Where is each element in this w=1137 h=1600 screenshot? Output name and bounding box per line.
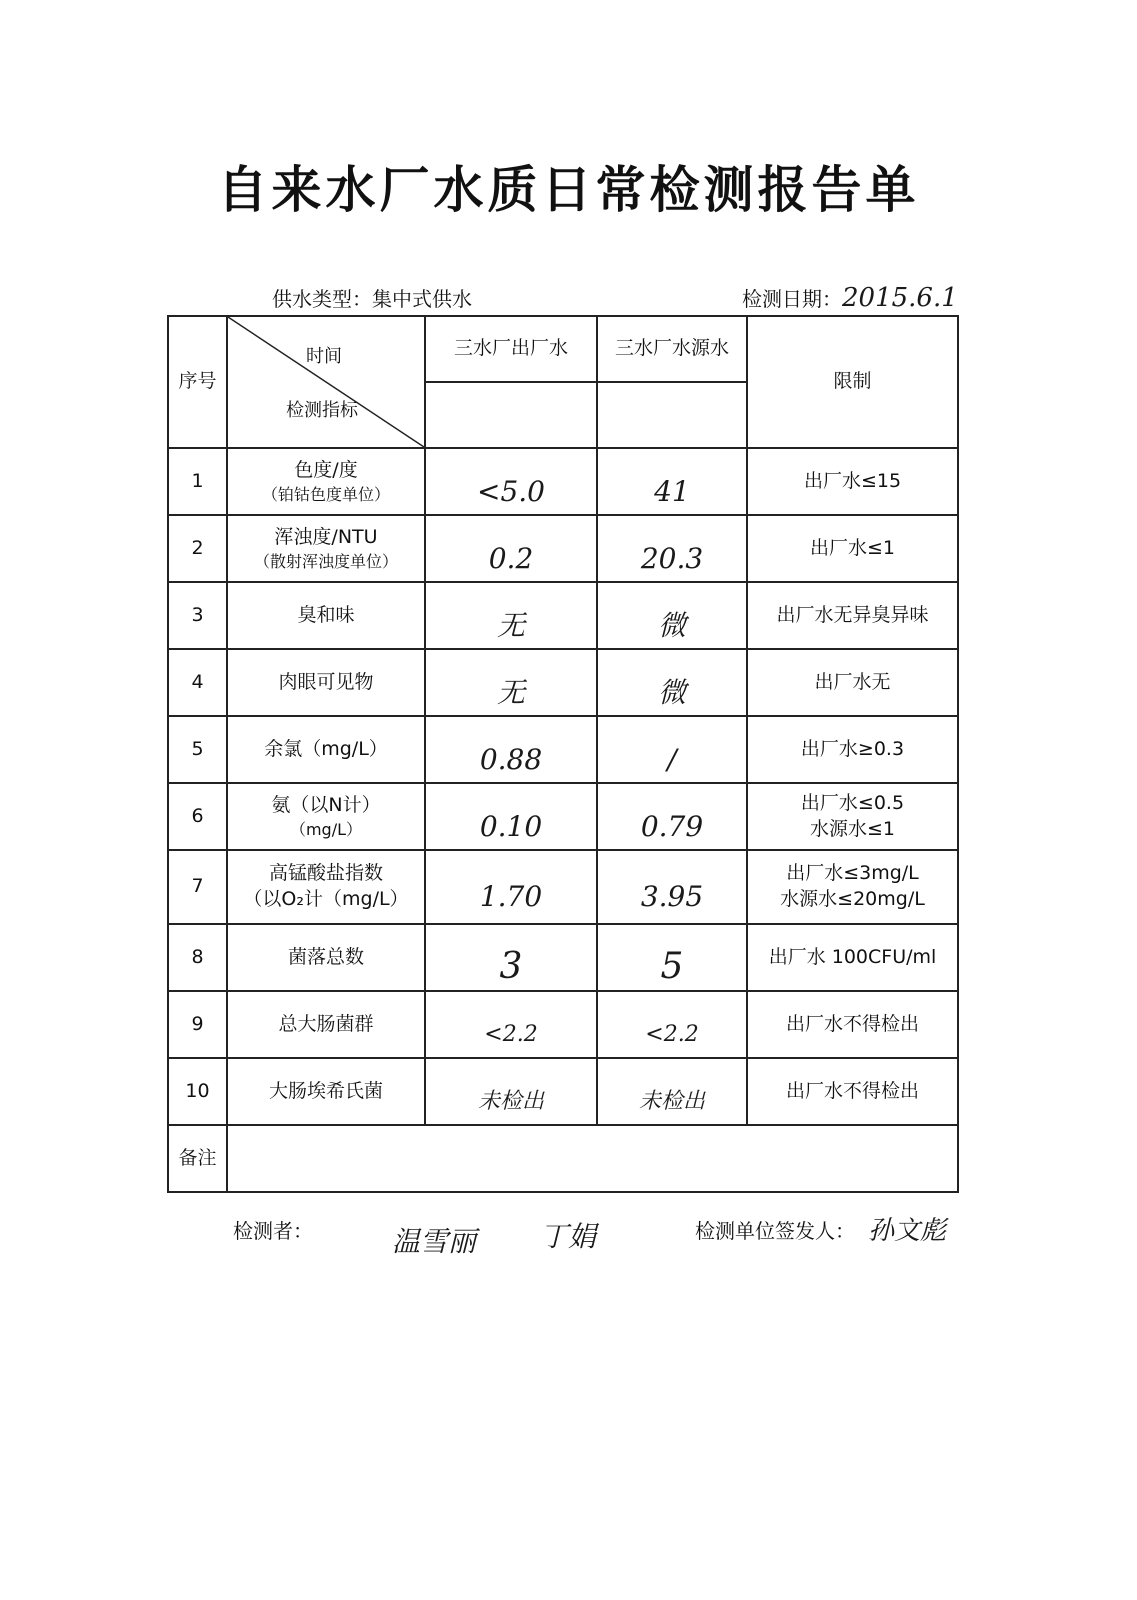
diagonal-header <box>227 316 425 448</box>
row-limit: 出厂水≥0.3 <box>747 716 958 783</box>
row-limit: 出厂水 100CFU/ml <box>747 924 958 991</box>
col-header-blank-2 <box>597 382 747 448</box>
row-no: 9 <box>168 991 227 1058</box>
table-row <box>168 448 958 515</box>
report-title: 自来水厂水质日常检测报告单 <box>217 161 920 219</box>
row-no: 6 <box>168 783 227 850</box>
row-no: 4 <box>168 649 227 716</box>
remarks-label: 备注 <box>168 1125 227 1192</box>
table-row <box>168 582 958 649</box>
row-value-source: 5 <box>597 924 747 991</box>
row-limit: 出厂水不得检出 <box>747 1058 958 1125</box>
col-header-finished-water: 三水厂出厂水 <box>425 316 597 382</box>
row-value-finished: 无 <box>425 582 597 649</box>
remarks-value <box>227 1125 958 1192</box>
row-value-finished: <2.2 <box>425 991 597 1058</box>
row-value-finished: 0.10 <box>425 783 597 850</box>
signer-signature: 孙文彪 <box>868 1216 947 1246</box>
tester-label: 检测者： <box>233 1219 313 1243</box>
table-row <box>168 991 958 1058</box>
row-value-source: 未检出 <box>597 1058 747 1125</box>
row-no: 3 <box>168 582 227 649</box>
row-value-source: 微 <box>597 582 747 649</box>
row-no: 2 <box>168 515 227 582</box>
test-date <box>742 283 958 313</box>
row-value-finished: <5.0 <box>425 448 597 515</box>
report-table <box>167 315 959 1193</box>
row-value-source: 3.95 <box>597 850 747 924</box>
diag-bottom-label: 检测指标 <box>286 400 358 421</box>
row-no: 7 <box>168 850 227 924</box>
limit-header: 限制 <box>747 316 958 448</box>
row-limit: 出厂水≤0.5 水源水≤1 <box>747 783 958 850</box>
row-value-source: 0.79 <box>597 783 747 850</box>
row-indicator: 大肠埃希氏菌 <box>227 1058 425 1125</box>
row-value-source: 20.3 <box>597 515 747 582</box>
tester-signature-2: 丁娟 <box>540 1220 597 1253</box>
remarks-row <box>168 1125 958 1192</box>
table-row <box>168 850 958 924</box>
signer-label: 检测单位签发人： <box>695 1219 855 1243</box>
row-value-finished: 1.70 <box>425 850 597 924</box>
row-value-source: / <box>597 716 747 783</box>
test-date-value: 2015.6.1 <box>842 283 958 313</box>
col-header-source-water: 三水厂水源水 <box>597 316 747 382</box>
row-limit: 出厂水无异臭异味 <box>747 582 958 649</box>
row-no: 8 <box>168 924 227 991</box>
table-row <box>168 924 958 991</box>
row-limit: 出厂水≤15 <box>747 448 958 515</box>
row-indicator: 色度/度 （铂钴色度单位） <box>227 448 425 515</box>
row-indicator: 高锰酸盐指数 （以O₂计（mg/L） <box>227 850 425 924</box>
row-indicator: 余氯（mg/L） <box>227 716 425 783</box>
row-indicator: 浑浊度/NTU （散射浑浊度单位） <box>227 515 425 582</box>
row-limit: 出厂水≤1 <box>747 515 958 582</box>
col-header-blank-1 <box>425 382 597 448</box>
tester-signature-1: 温雪丽 <box>392 1225 477 1258</box>
row-no: 5 <box>168 716 227 783</box>
row-value-source: <2.2 <box>597 991 747 1058</box>
table-row <box>168 1058 958 1125</box>
supply-type-label: 供水类型： <box>272 287 372 311</box>
supply-type <box>272 283 472 312</box>
row-no: 1 <box>168 448 227 515</box>
row-indicator: 臭和味 <box>227 582 425 649</box>
test-date-label: 检测日期： <box>742 287 842 311</box>
row-value-finished: 0.88 <box>425 716 597 783</box>
row-value-source: 41 <box>597 448 747 515</box>
table-row <box>168 649 958 716</box>
table-row <box>168 716 958 783</box>
row-value-source: 微 <box>597 649 747 716</box>
row-limit: 出厂水≤3mg/L 水源水≤20mg/L <box>747 850 958 924</box>
row-indicator: 肉眼可见物 <box>227 649 425 716</box>
row-limit: 出厂水不得检出 <box>747 991 958 1058</box>
row-indicator: 氨（以N计） （mg/L） <box>227 783 425 850</box>
supply-type-value: 集中式供水 <box>372 287 472 311</box>
row-value-finished: 无 <box>425 649 597 716</box>
row-value-finished: 3 <box>425 924 597 991</box>
table-row <box>168 783 958 850</box>
seq-header: 序号 <box>168 316 227 448</box>
diag-top-label: 时间 <box>306 346 342 367</box>
diagonal-line <box>228 317 424 447</box>
row-value-finished: 未检出 <box>425 1058 597 1125</box>
table-row <box>168 515 958 582</box>
row-no: 10 <box>168 1058 227 1125</box>
row-limit: 出厂水无 <box>747 649 958 716</box>
row-indicator: 菌落总数 <box>227 924 425 991</box>
row-value-finished: 0.2 <box>425 515 597 582</box>
row-indicator: 总大肠菌群 <box>227 991 425 1058</box>
